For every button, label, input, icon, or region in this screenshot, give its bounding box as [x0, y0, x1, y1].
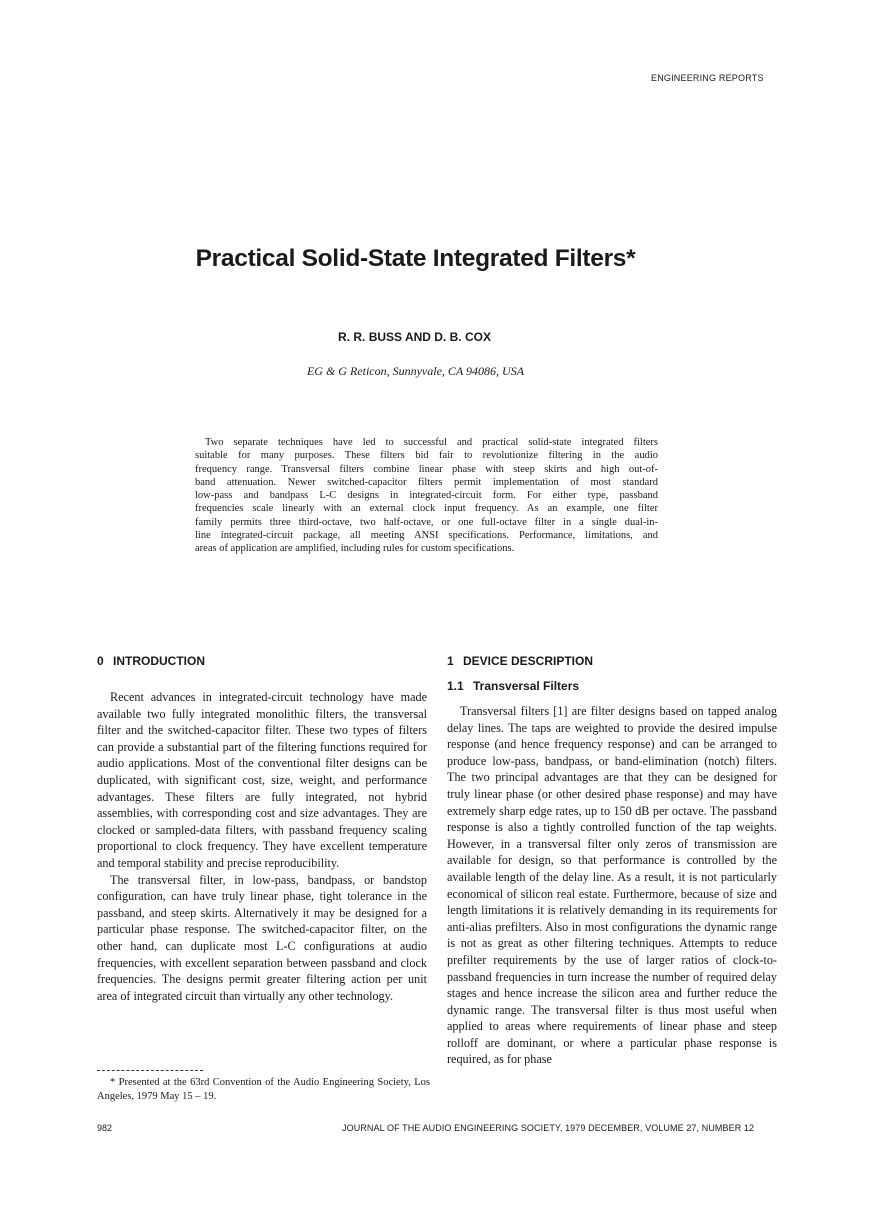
body-paragraph: The transversal filter, in low-pass, bandpass, or bandstop configuration, can have truly linear phase, tight tolerance in the passband, and steep skirts. Alternatively it may be designed for a particular phase response. The switched-capacitor filter, on the other hand, can duplicate most L-C configurations at audio frequencies, with excellent separation between passband and clock frequencies. The designs permit greater filtering action per unit area of integrated circuit than virtually any other technology. [97, 872, 427, 1003]
abstract-line: low-pass and bandpass L-C designs in integrated-circuit form. For either type, passband [195, 490, 658, 502]
section-heading-introduction [97, 654, 205, 668]
subsection-heading-transversal-filters [447, 679, 579, 693]
authors: R. R. BUSS AND D. B. COX [338, 330, 491, 344]
abstract-line: suitable for many purposes. These filters bid fair to revolutionize filtering in the audio [195, 450, 658, 462]
footnote-text: * Presented at the 63rd Convention of the Audio Engineering Society, Los Angeles, 1979 May 15 – 19. [97, 1077, 430, 1102]
abstract-line: frequency range. Transversal filters combine linear phase with steep skirts and high out-of- [195, 463, 658, 475]
abstract-line: areas of application are amplified, including rules for custom specifications. [195, 543, 515, 555]
page-number: 982 [97, 1123, 113, 1133]
right-column [447, 703, 777, 1068]
running-head: ENGINEERING REPORTS [651, 73, 764, 83]
abstract-line: band attenuation. Newer switched-capacitor filters permit implementation of most standard [195, 476, 658, 488]
affiliation: EG & G Reticon, Sunnyvale, CA 94086, USA [306, 364, 525, 378]
footnote [97, 1076, 430, 1103]
section-heading-device-description [447, 654, 593, 668]
abstract [195, 436, 658, 556]
body-paragraph: Recent advances in integrated-circuit technology have made available two fully integrated monolithic filters, the transversal filter and the switched-capacitor filter. These two types of filters can provide a substantial part of the filtering functions required for audio applications. Most of the conventional filter designs can be duplicated, with significant cost, size, weight, and performance advantages. These filters are fully integrated, not hybrid assemblies, with corresponding cost and size advantages. They are clocked or sampled-data filters, with passband frequency scaling proportional to clock frequency. They have excellent temperature and temporal stability and precise reproducibility. [97, 690, 427, 870]
section-title: INTRODUCTION [113, 654, 205, 668]
section-number: 0 [97, 654, 104, 668]
abstract-line: frequencies scale linearly with an external clock input frequency. As an example, one filter [195, 503, 658, 515]
subsection-number: 1.1 [447, 679, 464, 693]
journal-footer: JOURNAL OF THE AUDIO ENGINEERING SOCIETY, 1979 DECEMBER, VOLUME 27, NUMBER 12 [342, 1123, 755, 1133]
footnote-divider [97, 1070, 203, 1071]
paper-title: Practical Solid-State Integrated Filters* [195, 245, 636, 272]
left-column [97, 689, 427, 1004]
subsection-title: Transversal Filters [473, 679, 580, 693]
section-title: DEVICE DESCRIPTION [463, 654, 594, 668]
abstract-line: family permits three third-octave, two half-octave, or one full-octave filter in a single dual-in- [195, 516, 658, 528]
abstract-line: Two separate techniques have led to successful and practical solid-state integrated filters [205, 437, 658, 448]
body-paragraph: Transversal filters [1] are filter designs based on tapped analog delay lines. The taps are weighted to provide the desired impulse response (and hence frequency response) and can be arranged to produce low-pass, bandpass, or band-elimination (notch) filters. The two principal advantages are that they can be designed for truly linear phase (or other desired phase response) and may have extremely sharp edge rates, up to 150 dB per octave. The passband response is also a tightly controlled function of the tap weights. However, in a transversal filter only zeros of transmission are available for design, so that performance is controlled by the available length of the delay line. As a result, it is not particularly economical of silicon real estate. Furthermore, because of size and length limitations it is relatively demanding in its requirements for anti-alias prefilters. Also in most configurations the dynamic range is not as great as other filtering techniques. Attempts to reduce prefilter requirements by the use of larger ratios of clock-to-passband frequencies in turn increase the number of required delay stages and hence increase the silicon area and further reduce the dynamic range. The transversal filter is thus most useful when applied to areas where requirements of linear phase and steep rolloff are dominant, or where a particular phase response is required, as for phase [447, 704, 777, 1067]
section-number: 1 [447, 654, 454, 668]
abstract-line: line integrated-circuit package, all meeting ANSI specifications. Performance, limitations, and [195, 530, 658, 542]
